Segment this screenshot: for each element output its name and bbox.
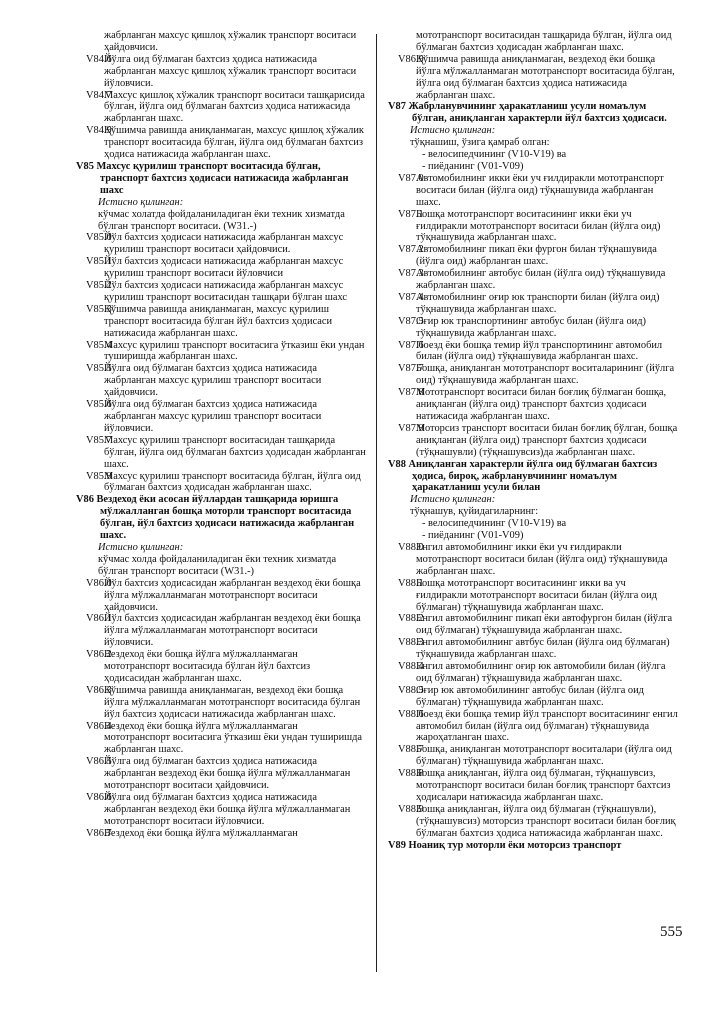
entry-code: V85.6 xyxy=(86,399,112,411)
code-entry xyxy=(388,387,678,423)
code-entry xyxy=(76,828,366,840)
code-entry xyxy=(76,792,366,828)
entry-text: Йўл бахтсиз ҳодисасидан жабрланган вездеход ёки бошқа йўлга мўлжалланмаган мототранспорт воситаси йўловчиси. xyxy=(104,613,361,649)
entry-text: Қўшимча равишда аниқланмаган, махсус қурилиш транспорт воситасида бўлган йўл бахтсиз ҳодисаси натижасида жабрланган шахс. xyxy=(104,303,333,339)
entry-code: V88.5 xyxy=(398,684,424,696)
entry-text: Мототранспорт воситаси билан боғлиқ бўлмаган бошқа, аниқланган (йўлга оид) транспорт бахтсиз ҳодисаси натижасида жабрланган шахс. xyxy=(416,387,667,422)
entry-code: V86.0 xyxy=(86,577,112,589)
entry-text: Йўлга оид бўлмаган бахтсиз ҳодиса натижасида жабрланган махсус қурилиш транспорт воситаси ҳайдовчиси. xyxy=(104,363,322,399)
section-heading: V85 Махсус қурилиш транспорт воситасида бўлган, транспорт бахтсиз ҳодисаси натижасида жабрланган шахс xyxy=(76,160,349,196)
entry-code: V87.3 xyxy=(398,268,424,280)
entry-text: Вездеход ёки бошқа йўлга мўлжалланмаган xyxy=(104,827,298,839)
code-entry xyxy=(76,232,366,256)
entry-code: V87.1 xyxy=(398,208,424,220)
code-entry xyxy=(388,578,678,614)
list-item: - пиёданинг (V01-V09) xyxy=(422,530,524,542)
code-entry xyxy=(388,340,678,364)
entry-text: Махсус қурилиш транспорт воситасига ўтказиш ёки ундан туширишда жабрланган шахс. xyxy=(104,339,365,363)
entry-code: V87.9 xyxy=(398,422,424,434)
code-entry xyxy=(76,721,366,757)
code-entry xyxy=(76,340,366,364)
entry-code: V88.4 xyxy=(398,661,424,673)
code-entry xyxy=(76,304,366,340)
entry-code: V87.7 xyxy=(398,363,424,375)
code-entry xyxy=(388,316,678,340)
section-heading: V87 Жабрланувчининг ҳаракатланиш усули номаълум бўлган, аниқланган характерли йўл бахтсиз ҳодисаси. xyxy=(388,101,667,125)
entry-text: Йўл бахтсиз ҳодисаси натижасида жабрланган махсус қурилиш транспорт воситасидан ташқари бўлган шахс xyxy=(104,280,348,303)
entry-code: V86.6 xyxy=(86,792,112,803)
entry-code: V87.2 xyxy=(398,244,424,256)
entry-text: Йўл бахтсиз ҳодисасидан жабрланган вездеход ёки бошқа йўлга мўлжалланмаган мототранспорт воситаси ҳайдовчиси. xyxy=(104,577,361,613)
entry-text: Автомобилнинг оғир юк транспорти билан (йўлга оид) тўқнашувида жабрланган шахс. xyxy=(416,291,660,315)
code-entry xyxy=(388,268,678,292)
entry-code: V85.5 xyxy=(86,363,112,375)
exclusion-label: Истисно қилинган: xyxy=(98,196,184,208)
code-entry xyxy=(388,423,678,459)
entry-text: Махсус қишлоқ хўжалик транспорт воситаси ташқарисида бўлган, йўлга оид бўлмаган бахтсиз ҳодиса натижасида жабрланган шахс. xyxy=(104,89,365,125)
entry-text: Бошқа аниқланган, йўлга оид бўлмаган, тўқнашувсиз, мототранспорт воситаси билан боғлиқ транспорт бахтсиз ҳодисалари натижасида жабрланган шахс. xyxy=(416,768,671,803)
entry-text: Моторсиз транспорт воситаси билан боғлиқ бўлган, бошқа аниқланган (йўлга оид) транспорт бахтсиз ҳодисаси (тўқнашувли) (тўқнашувсиз)да жабрланган шахс. xyxy=(416,422,678,458)
entry-code: V88.9 xyxy=(398,803,424,815)
code-entry xyxy=(76,280,366,304)
section-heading: V88 Аниқланган характерли йўлга оид бўлмаган бахтсиз ҳодиса, бироқ, жабрланувчининг номаълум ҳаракатланиш усули билан xyxy=(388,458,658,494)
entry-text: Бошқа мототранспорт воситасининг икки ва уч ғилдиракли мототранспорт воситаси билан (йўлга оид бўлмаган) тўқнашувида жабрланган шахс. xyxy=(416,577,657,613)
entry-text: Йўлга оид бўлмаган бахтсиз ҳодиса натижасида жабрланган вездеход ёки бошқа йўлга мўлжалланмаган мототранспорт воситаси ҳайдовчиси. xyxy=(104,756,351,792)
entry-code: V87.5 xyxy=(398,315,424,327)
entry-text: Бошқа, аниқланган мототранспорт воситалари (йўлга оид бўлмаган) тўқнашувида жабрланган шахс. xyxy=(416,744,672,768)
entry-text: Поезд ёки бошқа темир йўл транспорт воситасининг енгил автомобил билан (йўлга оид бўлмаган) тўқнашувида жароҳатланган шахс. xyxy=(416,708,678,744)
code-entry xyxy=(388,637,678,661)
entry-code: V88.2 xyxy=(398,613,424,625)
code-entry xyxy=(388,709,678,745)
note-text: тўқнашиш, ўзига қамраб олган: xyxy=(410,137,550,149)
entry-continuation: мототранспорт воситасидан ташқарида бўлган, йўлга оид бўлмаган бахтсиз ҳодисадан жабрланган шахс. xyxy=(416,30,672,53)
note-text: кўчмас холатда фойдаланиладиган ёки техник хизматда бўлган транспорт воситаси. (W31.-) xyxy=(98,208,345,232)
code-entry xyxy=(388,244,678,268)
code-entry xyxy=(388,613,678,637)
entry-code: V85.4 xyxy=(86,339,112,351)
entry-text: Йўл бахтсиз ҳодисаси натижасида жабрланган махсус қурилиш транспорт воситаси йўловчиси xyxy=(104,256,344,280)
code-entry xyxy=(388,173,678,209)
entry-text: Енгил автомобилнинг автбус билан (йўлга оид бўлмаган) тўқнашувида жабрланган шахс. xyxy=(416,637,670,661)
entry-text: Оғир юк автомобилининг автобус билан (йўлга оид бўлмаган) тўқнашувида жабрланган шахс. xyxy=(416,684,644,708)
entry-text: Енгил автомобилнинг икки ёки уч ғилдиракли мототранспорт воситаси билан (йўлга оид) тўқнашувида жабрланган шахс. xyxy=(416,541,668,577)
exclusion-label: Истисно қилинган: xyxy=(410,494,496,506)
entry-code: V88.8 xyxy=(398,768,424,780)
entry-code: V86.9 xyxy=(398,53,424,65)
code-entry xyxy=(76,685,366,721)
entry-code: V85.7 xyxy=(86,434,112,446)
code-entry xyxy=(388,661,678,685)
entry-text: Енгил автомобилнинг пикап ёки автофургон билан (йўлга оид бўлмаган) тўқнашувида жабрланган шахс. xyxy=(416,613,673,637)
entry-code: V84.6 xyxy=(86,53,112,65)
entry-text: Автомобилнинг пикап ёки фургон билан тўқнашувида (йўлга оид) жабрланган шахс. xyxy=(416,244,657,268)
entry-code: V86.7 xyxy=(86,827,112,839)
entry-text: Махсус қурилиш транспорт воситасидан ташқарида бўлган, йўлга оид бўлмаган бахтсиз ҳодисадан жабрланган шахс. xyxy=(104,434,366,470)
entry-code: V87.0 xyxy=(398,172,424,184)
entry-code: V87.8 xyxy=(398,387,424,399)
page-number: 555 xyxy=(660,924,683,940)
entry-text: Енгил автомобилнинг оғир юк автомобили билан (йўлга оид бўлмаган) тўқнашувида жабрланган шахс. xyxy=(416,661,666,684)
list-item: - велосипедчининг (V10-V19) ва xyxy=(422,518,567,530)
entry-text: Оғир юк транспортининг автобус билан (йўлга оид) тўқнашувида жабрланган шахс. xyxy=(416,315,646,339)
entry-continuation: жабрланган махсус қишлоқ хўжалик транспорт воситаси ҳайдовчиси. xyxy=(104,30,357,53)
code-entry xyxy=(76,125,366,161)
list-item: - велосипедчининг (V10-V19) ва xyxy=(422,149,567,161)
entry-code: V88.6 xyxy=(398,708,424,720)
entry-code: V88.0 xyxy=(398,541,424,553)
code-entry xyxy=(76,613,366,649)
entry-code: V87.6 xyxy=(398,339,424,351)
entry-code: V85.3 xyxy=(86,303,112,315)
exclusion-label: Истисно қилинган: xyxy=(98,541,184,553)
entry-code: V85.2 xyxy=(86,280,112,292)
entry-code: V84.9 xyxy=(86,125,112,137)
list-item: - пиёданинг (V01-V09) xyxy=(422,160,524,172)
right-column xyxy=(388,30,678,852)
entry-text: Вездеход ёки бошқа йўлга мўлжалланмаган мототранспорт воситасига ўтказиш ёки ундан туширишда жабрланган шахс. xyxy=(104,720,363,756)
entry-code: V86.1 xyxy=(86,613,112,625)
code-entry xyxy=(76,256,366,280)
entry-code: V85.9 xyxy=(86,470,112,482)
entry-code: V87.4 xyxy=(398,291,424,303)
code-entry xyxy=(388,804,678,840)
entry-text: Бошқа, аниқланган мототранспорт воситаларининг (йўлга оид) тўқнашувида жабрланган шахс. xyxy=(416,363,675,387)
section-heading: V89 Ноаниқ тур моторли ёки моторсиз транспорт xyxy=(388,839,622,851)
code-entry xyxy=(388,209,678,245)
code-entry xyxy=(388,744,678,768)
entry-code: V86.4 xyxy=(86,720,112,732)
code-entry xyxy=(76,90,366,126)
code-entry xyxy=(76,756,366,792)
code-entry xyxy=(76,578,366,614)
code-entry xyxy=(388,292,678,316)
entry-code: V86.3 xyxy=(86,684,112,696)
code-entry xyxy=(76,399,366,435)
entry-text: Йўлга оид бўлмаган бахтсиз ҳодиса натижасида жабрланган махсус қурилиш транспорт воситаси йўловчиси. xyxy=(104,399,322,434)
entry-text: Йўл бахтсиз ҳодисаси натижасида жабрланган махсус қурилиш транспорт воситаси ҳайдовчиси. xyxy=(104,232,344,256)
code-entry xyxy=(388,768,678,804)
code-entry xyxy=(388,363,678,387)
entry-text: Махсус қурилиш транспорт воситасида бўлган, йўлга оид бўлмаган бахтсиз ҳодисадан жабрланган шахс. xyxy=(104,470,361,494)
entry-text: Поезд ёки бошқа темир йўл транспортининг автомобил билан (йўлга оид) тўқнашувида жабрланган шахс. xyxy=(416,339,663,363)
entry-code: V86.5 xyxy=(86,756,112,768)
code-entry xyxy=(76,649,366,685)
entry-text: Қўшимча равишда аниқланмаган, вездеход ёки бошқа йўлга мўлжалланмаган мототранспорт воситасида бўлган йўл бахтсиз ҳодисаси натижасида жабрланган шахс. xyxy=(104,684,361,720)
note-text: тўқнашув, қуйидагиларнинг: xyxy=(410,506,539,518)
entry-code: V86.2 xyxy=(86,649,112,661)
left-column xyxy=(76,30,366,840)
entry-text: Йўлга оид бўлмаган бахтсиз ҳодиса натижасида жабрланган вездеход ёки бошқа йўлга мўлжалланмаган мототранспорт воситаси йўловчиси. xyxy=(104,792,351,827)
code-entry xyxy=(388,542,678,578)
entry-text: Бошқа мототранспорт воситасининг икки ёки уч ғилдиракли мототранспорт воситаси билан (йўлга оид) тўқнашувида жабрланган шахс. xyxy=(416,208,661,244)
entry-code: V85.0 xyxy=(86,232,112,244)
code-entry xyxy=(76,471,366,495)
entry-code: V84.7 xyxy=(86,89,112,101)
entry-code: V88.1 xyxy=(398,577,424,589)
entry-code: V85.1 xyxy=(86,256,112,268)
entry-text: Қўшимча равишда аниқланмаган, махсус қишлоқ хўжалик транспорт воситасида бўлган, йўлга оид бўлмаган бахтсиз ҳодиса натижасида жабрланган шахс. xyxy=(104,125,364,161)
code-entry xyxy=(76,54,366,90)
code-entry xyxy=(76,363,366,399)
code-entry xyxy=(76,435,366,471)
entry-text: Йўлга оид бўлмаган бахтсиз ҳодиса натижасида жабрланган махсус қишлоқ хўжалик транспорт воситаси йўловчиси. xyxy=(104,53,357,89)
note-text: кўчмас холда фойдаланиладиган ёки техник хизматда бўлган транспорт воситаси (W31.-) xyxy=(98,553,337,577)
entry-text: Қўшимча равишда аниқланмаган, вездеход ёки бошқа йўлга мўлжалланмаган мототранспорт воситасида бўлган, йўлга оид бўлмаган бахтсиз ҳодиса натижасида жабрланган шахс. xyxy=(416,53,675,101)
entry-code: V88.3 xyxy=(398,637,424,649)
code-entry xyxy=(388,54,678,102)
code-entry xyxy=(388,685,678,709)
entry-text: Бошқа аниқланган, йўлга оид бўлмаган (тўқнашувли), (тўқнашувсиз) моторсиз транспорт воситаси билан боғлиқ бўлмаган бахтсиз ҳодиса натижасида жабрланган шахс. xyxy=(416,803,676,839)
exclusion-label: Истисно қилинган: xyxy=(410,125,496,137)
column-divider xyxy=(376,34,377,972)
entry-text: Вездеход ёки бошқа йўлга мўлжалланмаган мототранспорт воситасида бўлган йўл бахтсиз ҳодисасидан жабрланган шахс. xyxy=(104,649,311,684)
entry-code: V88.7 xyxy=(398,744,424,756)
section-heading: V86 Вездеход ёки асосан йўллардан ташқарида юришга мўлжалланган бошқа моторли транспорт воситасида бўлган, йўл бахтсиз ҳодисаси натижасида жабрланган шахс. xyxy=(76,494,355,542)
entry-text: Автомобилнинг икки ёки уч ғилдиракли мототранспорт воситаси билан (йўлга оид) тўқнашувида жабрланган шахс. xyxy=(416,172,664,208)
entry-text: Автомобилнинг автобус билан (йўлга оид) тўқнашувида жабрланган шахс. xyxy=(416,268,666,292)
